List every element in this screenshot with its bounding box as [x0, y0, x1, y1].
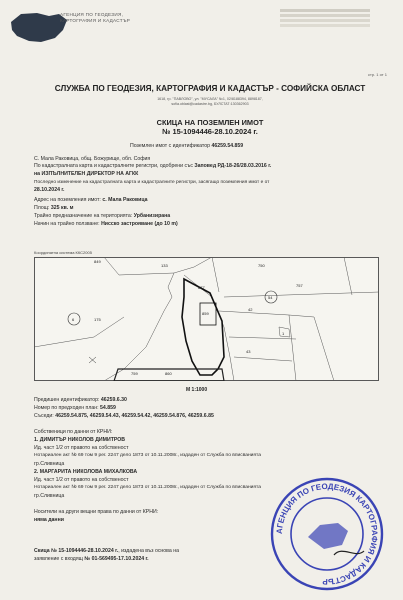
identifier-line	[130, 143, 243, 149]
approval-order: Заповед РД-18-26/28.03.2016 г.	[194, 163, 272, 169]
office-email: sofia.oblast@cadastre.bg, БУЛСТАТ:130362903	[171, 101, 249, 106]
last-change-date: 28.10.2024 г.	[34, 187, 65, 193]
approval-text: По кадастралната карта и кадастралните регистри, одобрени със	[34, 163, 193, 169]
map-label: 175	[94, 317, 101, 322]
purpose-label: Трайно предназначение на територията:	[34, 213, 133, 219]
neighbors-value: 46259.54.875, 46259.54.43, 46259.54.42, 46259.54.876, 46259.6.85	[55, 413, 214, 419]
footer-sketch-number: Скица № 15-1094446-28.10.2024 г.	[34, 548, 119, 554]
map-label: 759	[131, 371, 138, 376]
owner-place: гр.Сливница	[34, 461, 65, 467]
office-contacts	[90, 97, 330, 107]
identifier-value: 46259.54.859	[211, 143, 244, 149]
owner-name: 2. МАРГАРИТА НИКОЛОВА МИХАЛКОВА	[34, 469, 138, 475]
purpose-value: Урбанизирана	[133, 213, 171, 219]
sketch-title-text: СКИЦА НА ПОЗЕМЛЕН ИМОТ	[156, 118, 264, 127]
office-address: 1618, гр. "ПАВЛОВО", ул. "МУСАЛА" №1, 02/8188394, 8898187,	[157, 97, 263, 101]
sketch-title	[60, 118, 360, 136]
location-line: С. Мала Раковица, общ. Божурище, обл. София	[34, 156, 151, 162]
map-label: 877	[198, 285, 205, 290]
owner-deed: Нотариален акт № 69 том 9 рег. 2247 дело 1873 от 10.11.2008г., издаден от Служба по вписванията	[34, 485, 261, 490]
approval-line	[34, 163, 271, 169]
usage-line	[34, 221, 178, 227]
map-label: 849	[94, 259, 101, 264]
contact-block	[280, 9, 370, 27]
map-label: 750	[258, 263, 265, 268]
area-line	[34, 205, 73, 211]
map-label: 757	[296, 283, 303, 288]
plan-number-label: Номер по предходен план:	[34, 405, 99, 411]
map-label: 860	[165, 371, 172, 376]
owner-place: гр.Сливница	[34, 493, 65, 499]
footer-issued-text: , издадена въз основа на	[118, 548, 179, 554]
official-stamp-icon	[268, 475, 386, 593]
agency-name-line: АГЕНЦИЯ ПО ГЕОДЕЗИЯ,	[60, 12, 124, 17]
sketch-number: № 15-1094446-28.10.2024 г.	[162, 127, 258, 136]
usage-value: Нисско застрояване (до 10 m)	[101, 221, 178, 227]
previous-id-line	[34, 397, 127, 403]
address-line	[34, 197, 147, 203]
footer-line-1	[34, 548, 179, 554]
map-scale: М 1:1000	[186, 387, 208, 393]
neighbors-label: Съседи:	[34, 413, 54, 419]
identifier-label: Поземлен имот с идентификатор	[130, 143, 210, 149]
address-value: с. Мала Раковица	[102, 197, 148, 203]
address-label: Адрес на поземления имот:	[34, 197, 101, 203]
stamp-ring-text: АГЕНЦИЯ ПО ГЕОДЕЗИЯ КАРТОГРАФИЯ И КАДАСТЪР	[274, 481, 380, 587]
previous-id-value: 46259.6.30	[100, 397, 127, 403]
owners-heading: Собственици по данни от КРНИ:	[34, 429, 113, 435]
last-change-line: Последно изменение на кадастралната карта и кадастралните регистри, засягащо поземления имот е от	[34, 180, 270, 185]
plan-number-line	[34, 405, 116, 411]
owner-name: 1. ДИМИТЪР НИКОЛОВ ДИМИТРОВ	[34, 437, 126, 443]
previous-id-label: Предишен идентификатор:	[34, 397, 100, 403]
map-label: 1	[282, 331, 285, 336]
rights-value: няма данни	[34, 517, 64, 523]
rights-heading: Носители на други вещни права по данни от КРНИ:	[34, 509, 159, 515]
map-label: 133	[161, 263, 168, 268]
owner-share: Ид. част 1/2 от правото на собственост	[34, 477, 129, 483]
footer-request-text: заявление с входящ	[34, 556, 83, 562]
agency-name-line: КАРТОГРАФИЯ И КАДАСТЪР	[60, 18, 131, 23]
agency-name	[60, 12, 180, 24]
office-title: СЛУЖБА ПО ГЕОДЕЗИЯ, КАРТОГРАФИЯ И КАДАСТЪР - СОФИЙСКА ОБЛАСТ	[54, 84, 366, 93]
neighbors-line	[34, 413, 214, 419]
footer-request-number: № 01-569495-17.10.2024 г.	[84, 556, 149, 562]
approver-line: на ИЗПЪЛНИТЕЛЕН ДИРЕКТОР НА АГКК	[34, 171, 139, 177]
page-indicator: стр. 1 от 1	[368, 72, 387, 77]
map-label: 42	[248, 307, 253, 312]
map-label: 859	[202, 311, 209, 316]
map-label: 43	[246, 349, 251, 354]
map-label: 6	[72, 317, 75, 322]
plan-number-value: 54.859	[100, 405, 116, 411]
owner-share: Ид. част 1/2 от правото на собственост	[34, 445, 129, 451]
map-label: 54	[268, 295, 273, 300]
area-label: Площ:	[34, 205, 50, 211]
owner-deed: Нотариален акт № 69 том 9 рег. 2247 дело 1873 от 10.11.2008г., издаден от Служба по вписванията	[34, 453, 261, 458]
footer-line-2	[34, 556, 149, 562]
area-value: 325 кв. м	[50, 205, 74, 211]
purpose-line	[34, 213, 170, 219]
usage-label: Начин на трайно ползване:	[34, 221, 100, 227]
coord-system-label: Координатна система ККС2005	[34, 250, 92, 255]
cadastral-map	[34, 257, 379, 381]
